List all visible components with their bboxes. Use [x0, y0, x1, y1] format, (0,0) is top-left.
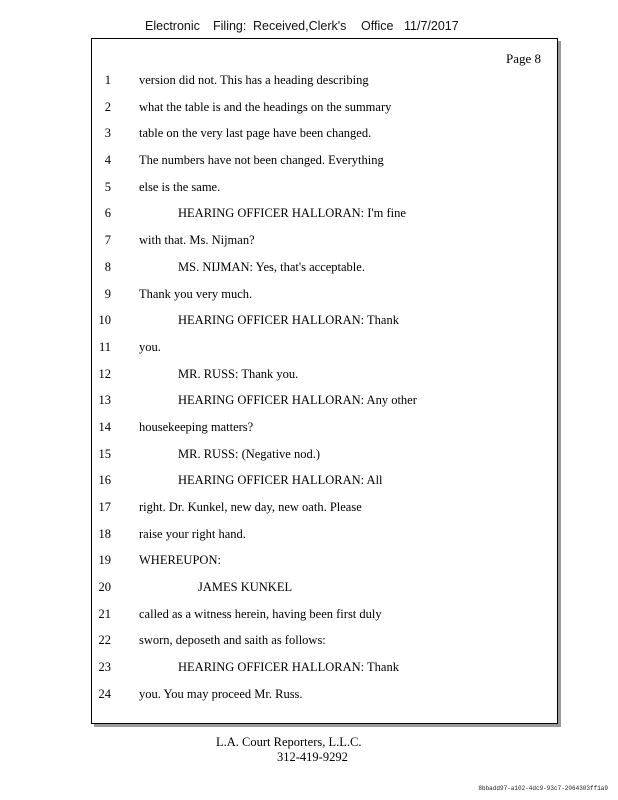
line-text: HEARING OFFICER HALLORAN: Thank: [178, 313, 399, 328]
transcript-line: [92, 496, 557, 523]
transcript-page: [91, 38, 558, 724]
transcript-line: [92, 202, 557, 229]
line-number: 23: [98, 660, 111, 675]
line-text: what the table is and the headings on the summary: [139, 99, 392, 114]
line-number: 8: [104, 259, 111, 274]
page-number: Page 8: [505, 51, 541, 66]
transcript-line: [92, 523, 557, 550]
stamp-word: Electronic: [145, 19, 200, 33]
line-number: 1: [104, 73, 111, 87]
reporter-phone: 312-419-9292: [277, 750, 348, 764]
transcript-line: [92, 122, 557, 149]
transcript-line: [92, 336, 557, 363]
transcript-line: [92, 69, 557, 96]
line-number: 22: [98, 633, 111, 648]
line-number: 4: [104, 153, 111, 168]
transcript-lines: [92, 69, 557, 710]
line-number: 19: [98, 553, 111, 568]
transcript-line: [92, 149, 557, 176]
line-text: else is the same.: [139, 179, 221, 194]
stamp-word: Received,Clerk's: [253, 19, 347, 33]
line-text: table on the very last page have been changed.: [139, 126, 372, 141]
line-number: 24: [98, 686, 111, 701]
transcript-line: [92, 256, 557, 283]
line-number: 5: [104, 179, 111, 194]
line-number: 11: [98, 339, 111, 354]
stamp-word: 11/7/2017: [404, 19, 459, 33]
transcript-line: [92, 443, 557, 470]
line-text: HEARING OFFICER HALLORAN: I'm fine: [178, 206, 406, 221]
transcript-line: [92, 389, 557, 416]
transcript-line: [92, 229, 557, 256]
line-text: HEARING OFFICER HALLORAN: All: [178, 473, 383, 488]
transcript-line: [92, 469, 557, 496]
line-number: 14: [98, 419, 111, 434]
reporter-company: L.A. Court Reporters, L.L.C.: [216, 735, 362, 749]
transcript-line: [92, 656, 557, 683]
line-number: 9: [104, 286, 111, 301]
line-text: you.: [139, 339, 161, 354]
document-id: 8bbadd97-a102-4dc9-93c7-2064303ff1a9: [478, 785, 608, 792]
line-text: HEARING OFFICER HALLORAN: Thank: [178, 660, 399, 675]
line-number: 18: [98, 526, 111, 541]
line-text: with that. Ms. Nijman?: [139, 233, 255, 248]
transcript-line: [92, 363, 557, 390]
line-number: 3: [104, 126, 111, 141]
line-text: right. Dr. Kunkel, new day, new oath. Please: [139, 500, 362, 514]
transcript-line: [92, 683, 557, 710]
line-number: 7: [104, 233, 111, 248]
transcript-line: [92, 176, 557, 203]
line-text: HEARING OFFICER HALLORAN: Any other: [178, 393, 417, 408]
line-number: 21: [98, 606, 111, 621]
transcript-line: [92, 96, 557, 123]
stamp-word: Office: [361, 19, 394, 33]
line-text: MS. NIJMAN: Yes, that's acceptable.: [178, 259, 365, 274]
line-number: 12: [98, 366, 111, 381]
line-text: sworn, deposeth and saith as follows:: [139, 633, 326, 648]
transcript-line: [92, 283, 557, 310]
transcript-line: [92, 576, 557, 603]
line-number: 6: [104, 206, 111, 221]
line-text: you. You may proceed Mr. Russ.: [139, 686, 303, 701]
line-number: 2: [104, 99, 111, 114]
line-text: MR. RUSS: (Negative nod.): [178, 446, 321, 461]
line-number: 20: [98, 580, 111, 595]
line-text: WHEREUPON:: [139, 553, 221, 568]
transcript-line: [92, 629, 557, 656]
line-number: 17: [98, 500, 111, 514]
transcript-line: [92, 416, 557, 443]
line-text: raise your right hand.: [139, 526, 246, 541]
stamp-word: Filing:: [213, 19, 247, 33]
line-number: 15: [98, 446, 111, 461]
line-number: 10: [98, 313, 111, 328]
line-number: 13: [98, 393, 111, 408]
line-text: The numbers have not been changed. Everything: [139, 153, 384, 168]
line-text: called as a witness herein, having been first duly: [139, 606, 382, 621]
line-text: Thank you very much.: [139, 286, 253, 301]
line-text: version did not. This has a heading describing: [139, 73, 369, 87]
transcript-line: [92, 549, 557, 576]
transcript-line: [92, 603, 557, 630]
line-text: housekeeping matters?: [139, 419, 254, 434]
line-text: JAMES KUNKEL: [198, 580, 293, 595]
line-text: MR. RUSS: Thank you.: [178, 366, 299, 381]
line-number: 16: [98, 473, 111, 488]
transcript-line: [92, 309, 557, 336]
